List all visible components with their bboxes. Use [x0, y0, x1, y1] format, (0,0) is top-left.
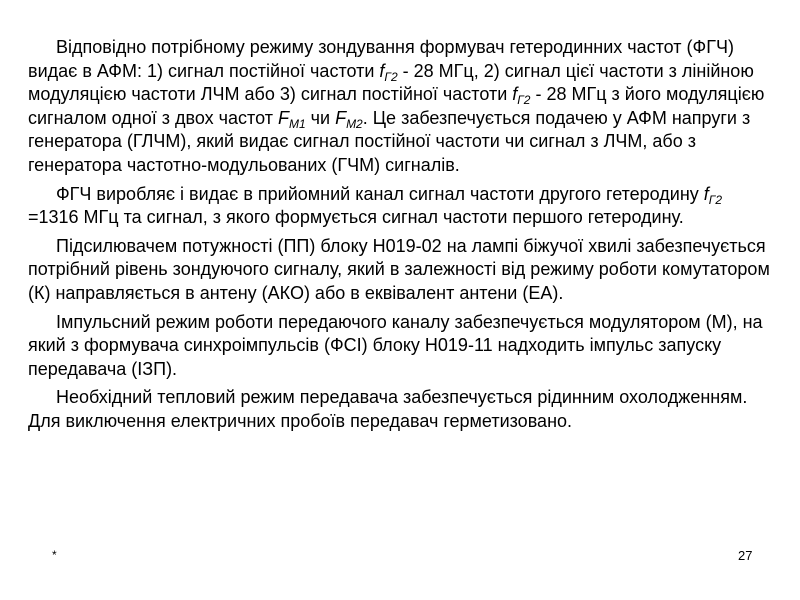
paragraph-2: [28, 183, 772, 230]
text-run: Підсилювачем потужності (ПП) блоку Н019-02 на лампі біжучої хвилі забезпечується потрібний рівень зондуючого сигналу, який в залежності від режиму роботи комутатором (К) направляється в антену (АКО) або в еквівалент антени (ЕА).: [28, 235, 770, 303]
subscript: M2: [346, 116, 363, 131]
paragraph-3: [28, 235, 772, 306]
text-run: - 28 МГц з його модуляцією сигналом одної з двох частот: [28, 84, 765, 128]
symbol: f: [703, 183, 709, 204]
subscript: M1: [288, 116, 306, 131]
text-run: =1316 МГц та сигнал, з якого формується сигнал частоти першого гетеродину.: [28, 207, 684, 228]
symbol: F: [335, 107, 347, 128]
symbol: f: [379, 60, 385, 81]
symbol: F: [277, 107, 289, 128]
paragraph-5: [28, 386, 772, 433]
footer-marker: *: [52, 548, 57, 562]
subscript: Г2: [708, 192, 722, 207]
text-run: Відповідно потрібному режиму зондування формувач гетеродинних частот (ФГЧ) видає в АФМ: 1) сигнал постійної частоти: [28, 37, 734, 81]
text-run: чи: [305, 107, 336, 128]
text-run: ФГЧ виробляє і видає в прийомний канал сигнал частоти другого гетеродину: [56, 183, 704, 204]
symbol: f: [512, 84, 518, 105]
text-run: . Це забезпечується подачею у АФМ напруги з генератора (ГЛЧМ), який видає сигнал постійної частоти чи сигнал з ЛЧМ, або з генератора частотно-модульованих (ГЧМ) сигналів.: [28, 107, 751, 175]
page-number: 27: [738, 548, 753, 563]
paragraph-1: [28, 36, 772, 178]
document-body: [28, 36, 772, 439]
paragraph-4: [28, 311, 772, 382]
subscript: Г2: [517, 93, 531, 108]
text-run: - 28 МГц, 2) сигнал цієї частоти з лінійною модуляцією частоти ЛЧМ або 3) сигнал постійної частоти: [28, 60, 754, 105]
text-run: Необхідний тепловий режим передавача забезпечується рідинним охолодженням. Для виключення електричних пробоїв передавач герметизовано.: [28, 387, 748, 431]
subscript: Г2: [384, 69, 398, 84]
text-run: Імпульсний режим роботи передаючого каналу забезпечується модулятором (М), на який з формувача синхроімпульсів (ФСІ) блоку Н019-11 надходить імпульс запуску передавача (ІЗП).: [28, 311, 763, 379]
